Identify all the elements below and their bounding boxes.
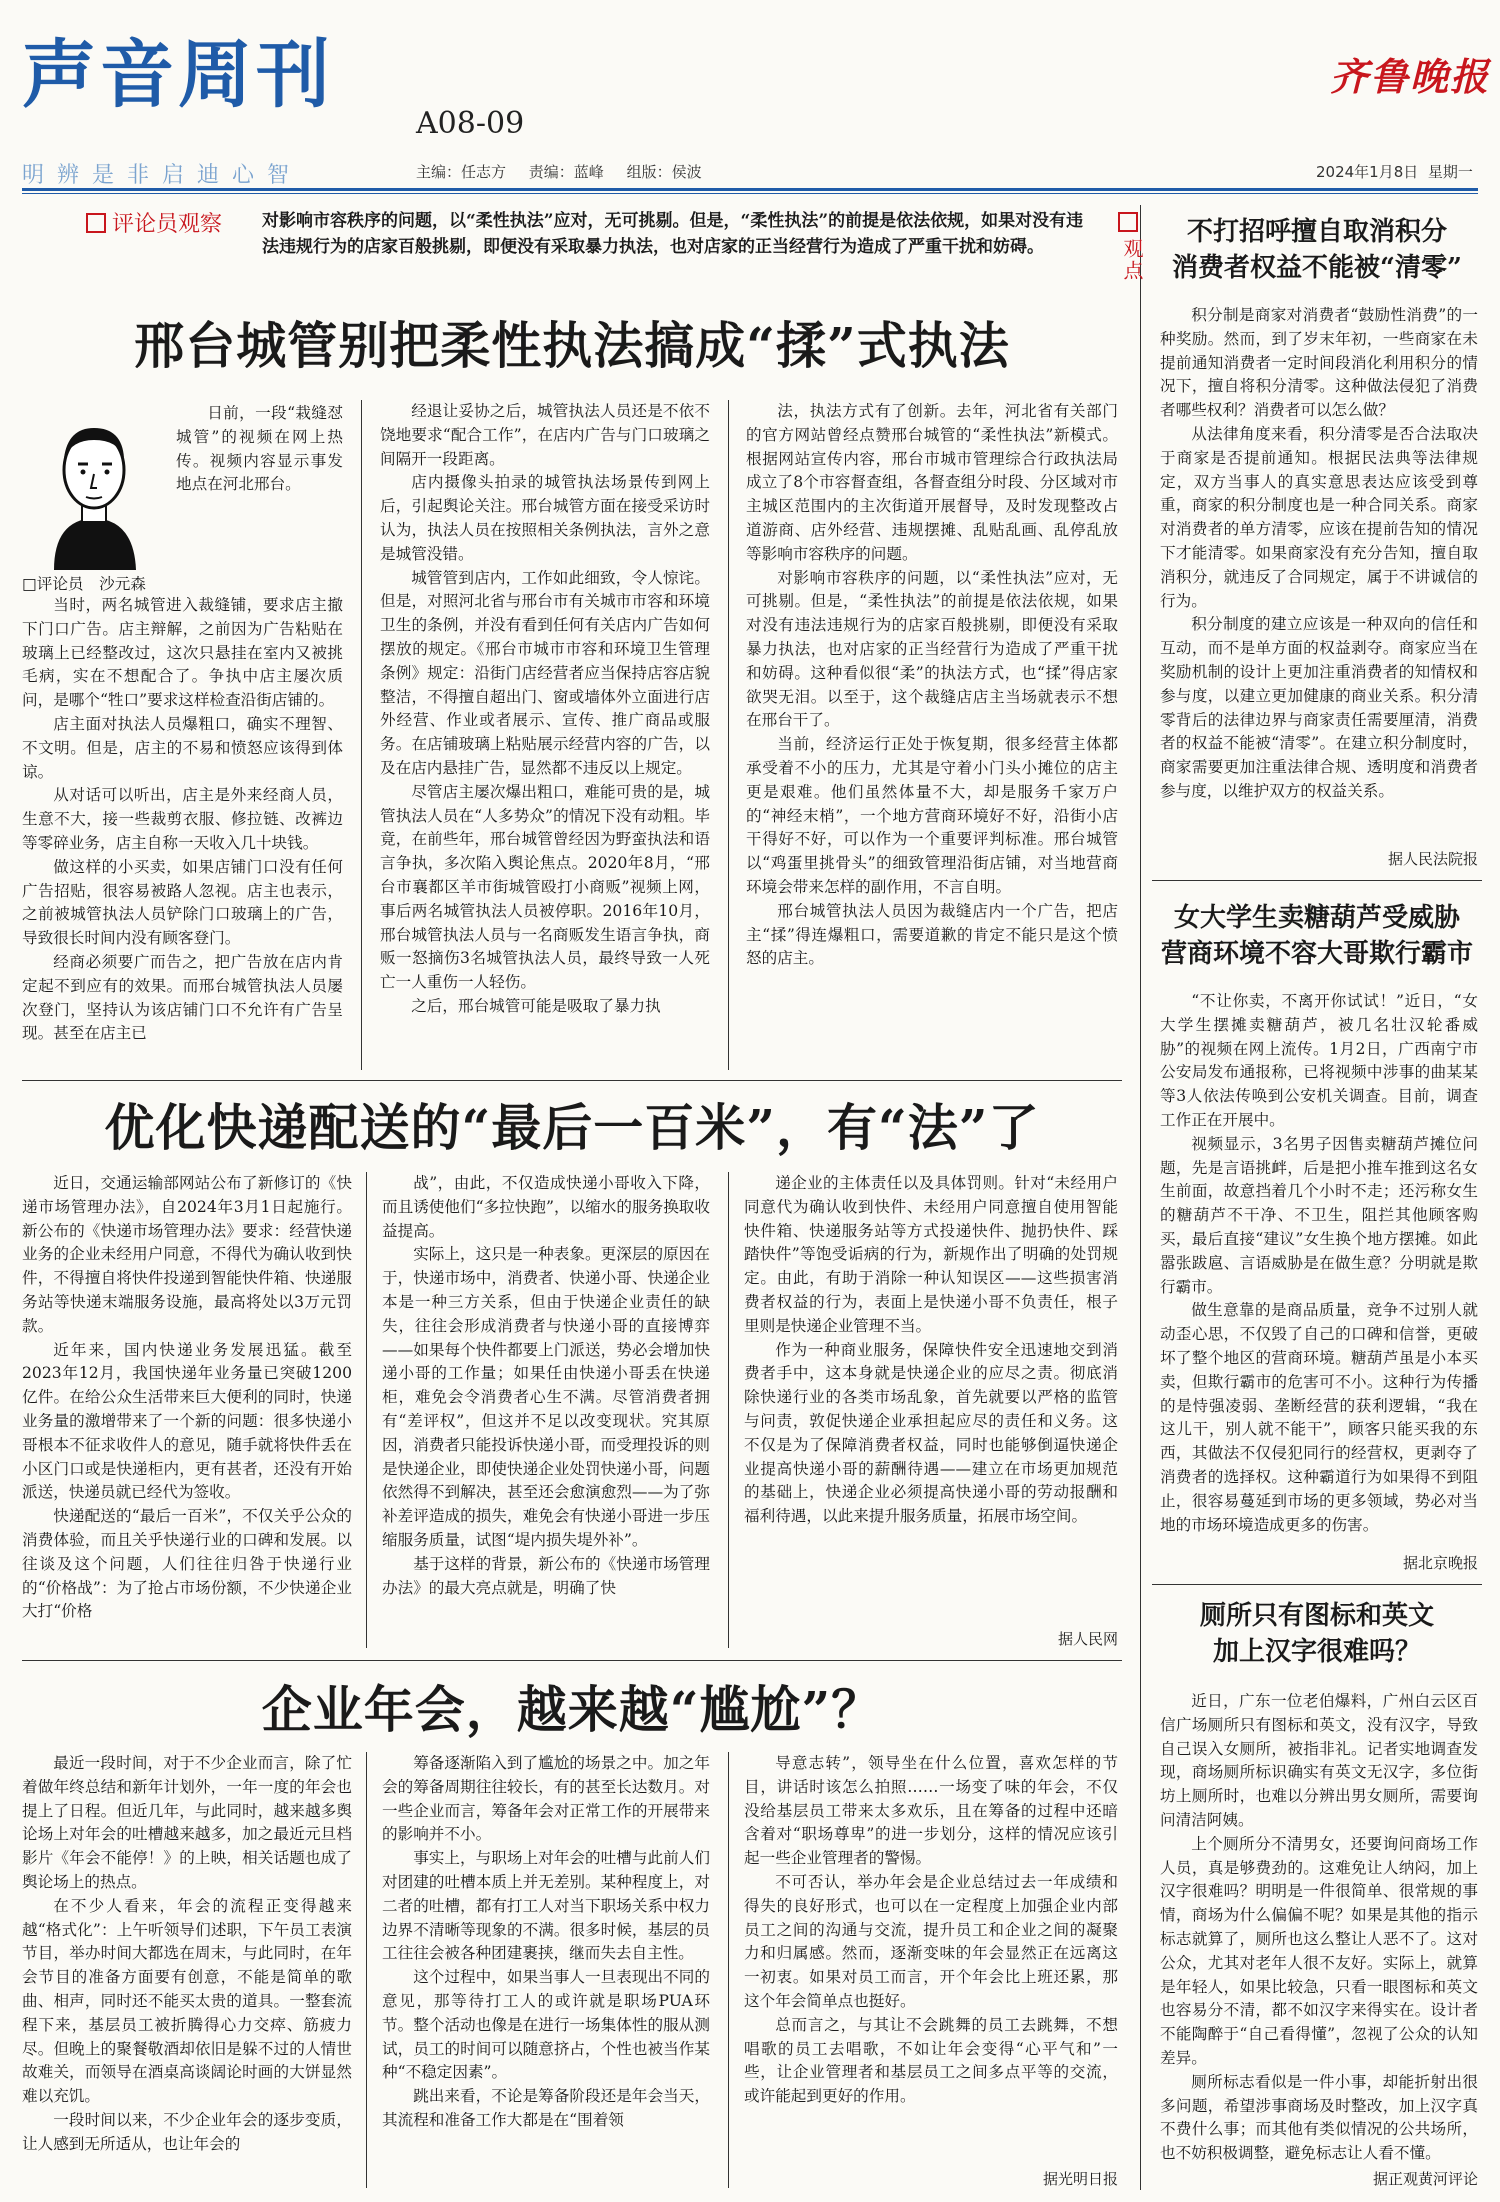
chief-editor: 主编：任志方 <box>416 163 507 181</box>
paragraph: 实际上，这只是一种表象。更深层的原因在于，快递市场中，消费者、快递小哥、快递企业本是一种三方关系，但由于快递企业责任的缺失，往往会形成消费者与快递小哥的直接博弈——如果每个快件都要上门派送，势必会增加快递小哥的工作量；如果任由快递小哥丢在快递柜，难免会令消费者心生不满。尽管消费者拥有“差评权”，但这并不足以改变现状。究其原因，消费者只能投诉快递小哥，而受理投诉的则是快递企业，即使快递企业处罚快递小哥，问题依然得不到解决，甚至还会愈演愈烈——为了弥补差评造成的损失，难免会有快递小哥进一步压缩服务质量，试图“堤内损失堤外补”。 <box>382 1245 710 1549</box>
editor-credits <box>416 161 720 182</box>
section-rule <box>1152 1584 1482 1585</box>
masthead-rule <box>22 188 1478 191</box>
paragraph: 经商必须要广而告之，把广告放在店内肯定起不到应有的效果。而邢台城管执法人员屡次登门，坚持认为该店铺门口不允许有广告呈现。甚至在店主已 <box>22 952 343 1043</box>
paragraph: 不可否认，举办年会是企业总结过去一年成绩和得失的良好形式，也可以在一定程度上加强企业内部员工之间的沟通与交流，提升员工和企业之间的凝聚力和归属感。然而，逐渐变味的年会显然正在远离这一初衷。如果对员工而言，开个年会比上班还累，那这个年会简单点也挺好。 <box>744 1872 1118 2010</box>
layout-editor: 组版：侯波 <box>626 163 702 181</box>
paragraph: 做这样的小买卖，如果店铺门口没有任何广告招贴，很容易被路人忽视。店主也表示，之前被城管执法人员铲除门口玻璃上的广告，导致很长时间内没有顾客登门。 <box>22 857 343 948</box>
sidebar-label-text: 观点 <box>1120 238 1144 282</box>
column-rule <box>728 400 729 1070</box>
paragraph: 尽管店主屡次爆出粗口，难能可贵的是，城管执法人员在“人多势众”的情况下没有动粗。毕竟，在前些年，邢台城管曾经因为野蛮执法和语言争执，多次陷入舆论焦点。2020年8月，“邢台市襄都区羊市街城管殴打小商贩”视频上网，事后两名城管执法人员被停职。2016年10月，邢台城管执法人员与一名商贩发生语言争执，商贩一怒摘伤3名城管执法人员，最终导致一人死亡一人重伤一人轻伤。 <box>380 782 710 992</box>
article2-col1 <box>22 1172 352 1652</box>
article3-col3 <box>744 1752 1118 2168</box>
sidebar-headline-2: 女大学生卖糖葫芦受威胁 营商环境不容大哥欺行霸市 <box>1160 903 1473 969</box>
paragraph: 上个厕所分不清男女，还要询问商场工作人员，真是够费劲的。这难免让人纳闷，加上汉字很难吗？明明是一件很简单、很常规的事情，商场为什么偏偏不呢？如果是其他的指示标志就算了，厕所也这么整让人恶不了。这对公众，尤其对老年人很不友好。实际上，就算是年轻人，如果比较急，只看一眼图标和英文也容易分不清，都不如汉字来得实在。设计者不能陶醉于“自己看得懂”，忽视了公众的认知差异。 <box>1160 1834 1478 2067</box>
paragraph: 递企业的主体责任以及具体罚则。针对“未经用户同意代为确认收到快件、未经用户同意擅自使用智能快件箱、快递服务站等方式投递快件、抛扔快件、踩踏快件”等饱受诟病的行为，新规作出了明确的处罚规定。由此，有助于消除一种认知误区——这些损害消费者权益的行为，表面上是快递小哥不负责任，根子里则是快递企业管理不当。 <box>744 1174 1118 1335</box>
portrait-icon <box>24 400 164 570</box>
paragraph: 近年来，国内快递业务发展迅猛。截至2023年12月，我国快递年业务量已突破1200亿件。在给公众生活带来巨大便利的同时，快递业务量的激增带来了一个新的问题：很多快递小哥根本不征求收件人的意见，随手就将快件丢在小区门口或是快递柜内，更有甚者，还没有开始派送，快递员就已经代为签收。 <box>22 1340 352 1502</box>
article-source: 据北京晚报 <box>1402 1554 1478 1572</box>
tag-label: 评论员观察 <box>112 212 223 237</box>
column-divider <box>1140 205 1141 2190</box>
paragraph: 近日，交通运输部网站公布了新修订的《快递市场管理办法》，自2024年3月1日起施行。新公布的《快递市场管理办法》要求：经营快递业务的企业未经用户同意，不得代为确认收到快件，不得擅自将快件投递到智能快件箱、快递服务站等快递末端服务设施，最高将处以3万元罚款。 <box>22 1174 352 1335</box>
paragraph: 城管管到店内，工作如此细致，令人惊诧。但是，对照河北省与邢台市有关城市市容和环境卫生的条例，并没有看到任何有关店内广告如何摆放的规定。《邢台市城市市容和环境卫生管理条例》规定：沿街门店经营者应当保持店容店貌整洁，不得擅自超出门、窗或墙体外立面进行店外经营、作业或者展示、宣传、推广商品或服务。在店铺玻璃上粘贴展示经营内容的广告，以及在店内悬挂广告，显然都不违反以上规定。 <box>380 568 710 777</box>
issue-date: 2024年1月8日 星期一 <box>1316 163 1473 181</box>
paragraph: 法，执法方式有了创新。去年，河北省有关部门的官方网站曾经点赞邢台城管的“柔性执法”新模式。根据网站宣传内容，邢台市城市管理综合行政执法局成立了8个市容督查组，各督查组分时段、分区域对市主城区范围内的主次街道开展督导，及时发现整改占道游商、店外经营、违规摆摊、乱贴乱画、乱停乱放等影响市容秩序的问题。 <box>746 402 1118 563</box>
article-source: 据人民法院报 <box>1387 850 1478 868</box>
paragraph: 导意志转”，领导坐在什么位置，喜欢怎样的节目，讲话时该怎么拍照……一场变了味的年会，不仅没给基层员工带来太多欢乐，且在筹备的过程中还暗含着对“职场尊卑”的进一步划分，这样的情况应该引起一些企业管理者的警惕。 <box>744 1754 1118 1868</box>
article-source: 据人民网 <box>1057 1630 1118 1648</box>
article1-col1-top <box>176 402 343 592</box>
paragraph: 邢台城管执法人员因为裁缝店内一个广告，把店主“揉”得连爆粗口，需要道歉的肯定不能只是这个愤怒的店主。 <box>746 901 1118 968</box>
sidebar-article-3 <box>1160 1690 1478 2168</box>
newspaper-logo: 齐鲁晚报 <box>1330 54 1491 99</box>
paragraph: 当前，经济运行正处于恢复期，很多经营主体都承受着不小的压力，尤其是守着小门头小摊位的店主更是艰难。他们虽然体量不大，却是服务千家万户的“神经末梢”，一个地方营商环境好不好，沿街小店干得好不好，可以作为一个重要评判标准。邢台城管以“鸡蛋里挑骨头”的细致管理沿街店铺，对当地营商环境会带来怎样的副作用，不言自明。 <box>746 735 1118 896</box>
article2-col3 <box>744 1172 1118 1630</box>
article1-col2 <box>380 400 710 1072</box>
paragraph: 积分制度的建立应该是一种双向的信任和互动，而不是单方面的权益剥夺。商家应当在奖励机制的设计上更加注重消费者的知情权和参与度，以建立更加健康的商业关系。积分清零背后的法律边界与商家责任需要厘清，消费者的权益不能被“清零”。在建立积分制度时，商家需要更加注重法律合规、透明度和消费者参与度，以维护双方的权益关系。 <box>1160 615 1478 800</box>
article-source: 据光明日报 <box>1042 2170 1118 2188</box>
article-headline: 优化快递配送的“最后一百米”，有“法”了 <box>104 1098 1040 1157</box>
sidebar-label <box>1118 212 1144 282</box>
column-rule <box>361 400 362 1070</box>
paragraph: 基于这样的背景，新公布的《快递市场管理办法》的最大亮点就是，明确了快 <box>382 1554 710 1597</box>
paragraph: 事实上，与职场上对年会的吐槽与此前人们对团建的吐槽本质上并无差别。某种程度上，对二者的吐槽，都有打工人对当下职场关系中权力边界不清晰等现象的不满。很多时候，基层的员工往往会被各种团建裹挟，继而失去自主性。 <box>382 1849 710 1963</box>
article3-col2 <box>382 1752 710 2192</box>
section-rule <box>22 1660 1122 1661</box>
paragraph: 从法律角度来看，积分清零是否合法取决于商家是否提前通知。根据民法典等法律规定，双方当事人的真实意思表达应该受到尊重，商家的积分制度也是一种合同关系。商家对消费者的单方清零，应该在提前告知的情况下才能清零。如果商家没有充分告知，擅自取消积分，就违反了合同规定，属于不讲诚信的行为。 <box>1160 424 1478 610</box>
paragraph: 一段时间以来，不少企业年会的逐步变质，让人感到无所适从，也让年会的 <box>22 2110 352 2153</box>
section-slogan: 明辨是非启迪心智 <box>22 163 303 188</box>
column-rule <box>366 1752 367 2188</box>
paragraph: 战”，由此，不仅造成快递小哥收入下降，而且诱使他们“多拉快跑”，以缩水的服务换取收益提高。 <box>382 1174 710 1240</box>
paragraph: 做生意靠的是商品质量，竞争不过别人就动歪心思，不仅毁了自己的口碑和信誉，更破坏了整个地区的营商环境。糖葫芦虽是小本买卖，但欺行霸市的危害可不小。这种行为传播的是恃强凌弱、垄断经营的获利逻辑，“我在这儿干，别人就不能干”，顾客只能买我的东西，其做法不仅侵犯同行的经营权，更剥夺了消费者的选择权。这种霸道行为如果得不到阻止，很容易蔓延到市场的更多领域，势必对当地的市场环境造成更多的伤害。 <box>1160 1301 1478 1534</box>
article-lead: 对影响市容秩序的问题，以“柔性执法”应对，无可挑剔。但是，“柔性执法”的前提是依法依规，如果对没有违法违规行为的店家百般挑剔，即便没有采取暴力执法，也对店家的正当经营行为造成了严重干扰和妨碍。 <box>262 211 1084 257</box>
article-headline: 企业年会，越来越“尴尬”？ <box>261 1680 883 1739</box>
paragraph: 作为一种商业服务，保障快件安全迅速地交到消费者手中，这本身就是快递企业的应尽之责。彻底消除快递行业的各类市场乱象，首先就要以严格的监管与问责，敦促快递企业承担起应尽的责任和义务。这不仅是为了保障消费者权益，同时也能够倒逼快递企业提高快递小哥的薪酬待遇——建立在市场更加规范的基础上，快递企业必须提高快递小哥的劳动报酬和福利待遇，以此来提升服务质量，拓展市场空间。 <box>744 1340 1118 1526</box>
column-rule <box>728 1172 729 1648</box>
paragraph: 总而言之，与其让不会跳舞的员工去跳舞，不想唱歌的员工去唱歌，不如让年会变得“心平气和”一些，让企业管理者和基层员工之间多点平等的交流，或许能起到更好的作用。 <box>744 2015 1118 2106</box>
paragraph: 店主面对执法人员爆粗口，确实不理智、不文明。但是，店主的不易和愤怒应该得到体谅。 <box>22 714 343 781</box>
paragraph: 筹备逐渐陷入到了尴尬的场景之中。加之年会的筹备周期往往较长，有的甚至长达数月。对一些企业而言，筹备年会对正常工作的开展带来的影响并不小。 <box>382 1754 710 1844</box>
paragraph: 近日，广东一位老伯爆料，广州白云区百信广场厕所只有图标和英文，没有汉字，导致自己误入女厕所，被指非礼。记者实地调查发现，商场厕所标识确实有英文无汉字，多位街坊上厕所时，也难以分辨出男女厕所，需要询问清洁阿姨。 <box>1160 1692 1478 1829</box>
article-source: 据正观黄河评论 <box>1372 2170 1478 2188</box>
article1-col3 <box>746 400 1118 1072</box>
paragraph: 在不少人看来，年会的流程正变得越来越“格式化”：上午听领导们述职，下午员工表演节目，举办时间大都选在周末，与此同时，在年会节目的准备方面要有创意，不能是简单的歌曲、相声，同时还不能买太贵的道具。一整套流程下来，基层员工被折腾得心力交瘁、筋疲力尽。但晚上的聚餐敬酒却依旧是躲不过的人情世故难关，而领导在酒桌高谈阔论时画的大饼显然难以充饥。 <box>22 1896 352 2106</box>
paragraph: 厕所标志看似是一件小事，却能折射出很多问题，希望涉事商场及时整改，加上汉字真不费什么事；而其他有类似情况的公共场所，也不妨积极调整，避免标志让人看不懂。 <box>1160 2072 1478 2163</box>
section-rule <box>1152 880 1482 881</box>
column-rule <box>366 1172 367 1648</box>
tag-box-icon <box>1118 212 1138 232</box>
sidebar-article-2 <box>1160 990 1478 1550</box>
byline: □评论员 沙元森 <box>22 575 146 593</box>
article2-col2 <box>382 1172 710 1652</box>
paragraph: 这个过程中，如果当事人一旦表现出不同的意见，那等待打工人的或许就是职场PUA环节。整个活动也像是在进行一场集体性的服从测试，员工的时间可以随意挤占，个性也被当作某种“不稳定因素”。 <box>382 1968 710 2082</box>
page-number: A08-09 <box>416 106 525 141</box>
article-headline: 邢台城管别把柔性执法搞成“揉”式执法 <box>134 316 1010 375</box>
paragraph: 从对话可以听出，店主是外来经商人员，生意不大，接一些裁剪衣服、修拉链、改裤边等零碎业务，店主自称一天收入几十块钱。 <box>22 786 343 852</box>
sidebar-headline-3: 厕所只有图标和英文 加上汉字很难吗？ <box>1199 1601 1434 1667</box>
paragraph: 对影响市容秩序的问题，以“柔性执法”应对，无可挑剔。但是，“柔性执法”的前提是依法依规，如果对没有违法违规行为的店家百般挑剔，即便没有采取暴力执法，也对店家的正当经营行为造成了严重干扰和妨碍。这种看似很“柔”的执法方式，也“揉”得店家欲哭无泪。以至于，这个裁缝店店主当场就表示不想在邢台干了。 <box>746 568 1118 730</box>
paragraph: 经退让妥协之后，城管执法人员还是不依不饶地要求“配合工作”，在店内广告与门口玻璃之间隔开一段距离。 <box>380 402 710 468</box>
sidebar-headline-1: 不打招呼擅自取消积分 消费者权益不能被“清零” <box>1172 217 1462 283</box>
tag-box-icon <box>86 213 106 233</box>
masthead <box>0 0 1500 200</box>
article1-col1 <box>22 594 343 1070</box>
responsible-editor: 责编：蓝峰 <box>528 163 604 181</box>
column-rule <box>728 1752 729 2188</box>
column-tag <box>86 207 222 238</box>
section-title: 声音周刊 <box>22 32 334 118</box>
section-rule <box>22 1080 1122 1081</box>
paragraph: 当时，两名城管进入裁缝铺，要求店主撤下门口广告。店主辩解，之前因为广告粘贴在玻璃上已经整改过，这次只悬挂在室内又被挑毛病，实在不想配合了。争执中店主屡次质问，是哪个“牲口”要求这样检查沿街店铺的。 <box>22 596 343 710</box>
masthead-rule-thin <box>22 193 1478 194</box>
paragraph: 跳出来看，不论是筹备阶段还是年会当天，其流程和准备工作大都是在“围着领 <box>382 2087 710 2129</box>
paragraph: 日前，一段“栽缝怼城管”的视频在网上热传。视频内容显示事发地点在河北邢台。 <box>176 404 343 494</box>
paragraph: 快递配送的“最后一百米”，不仅关乎公众的消费体验，而且关乎快递行业的口碑和发展。以往谈及这个问题，人们往往归咎于快递行业的“价格战”：为了抢占市场份额，不少快递企业大打“价格 <box>22 1507 352 1621</box>
author-portrait <box>24 400 164 570</box>
paragraph: 之后，邢台城管可能是吸取了暴力执 <box>411 996 661 1015</box>
paragraph: 视频显示，3名男子因售卖糖葫芦摊位问题，先是言语挑衅，后是把小推车推到这名女生前面，故意挡着几个小时不走；还污称女生的糖葫芦不干净、不卫生，阻拦其他顾客购买，最后直接“建议”女生换个地方摆摊。如此嚣张跋扈、言语威胁是在做生意？分明就是欺行霸市。 <box>1160 1134 1478 1296</box>
paragraph: 店内摄像头拍录的城管执法场景传到网上后，引起舆论关注。邢台城管方面在接受采访时认为，执法人员在按照相关条例执法，言外之意是城管没错。 <box>380 473 710 563</box>
article3-col1 <box>22 1752 352 2192</box>
paragraph: 最近一段时间，对于不少企业而言，除了忙着做年终总结和新年计划外，一年一度的年会也提上了日程。但近几年，与此同时，越来越多舆论场上对年会的吐槽越来越多，加之最近元旦档影片《年会不能停！》的上映，相关话题也成了舆论场上的热点。 <box>22 1754 352 1891</box>
paragraph: 积分制是商家对消费者“鼓励性消费”的一种奖励。然而，到了岁末年初，一些商家在未提前通知消费者一定时间段消化利用积分的情况下，擅自将积分清零。这种做法侵犯了消费者哪些权利？消费者可以怎么做？ <box>1160 306 1478 420</box>
sidebar-article-1 <box>1160 304 1478 848</box>
paragraph: “不让你卖，不离开你试试！”近日，“女大学生摆摊卖糖葫芦，被几名壮汉轮番威胁”的视频在网上流传。1月2日，广西南宁市公安局发布通报称，已将视频中涉事的曲某某等3人依法传唤到公安机关调查。目前，调查工作正在开展中。 <box>1160 992 1478 1129</box>
